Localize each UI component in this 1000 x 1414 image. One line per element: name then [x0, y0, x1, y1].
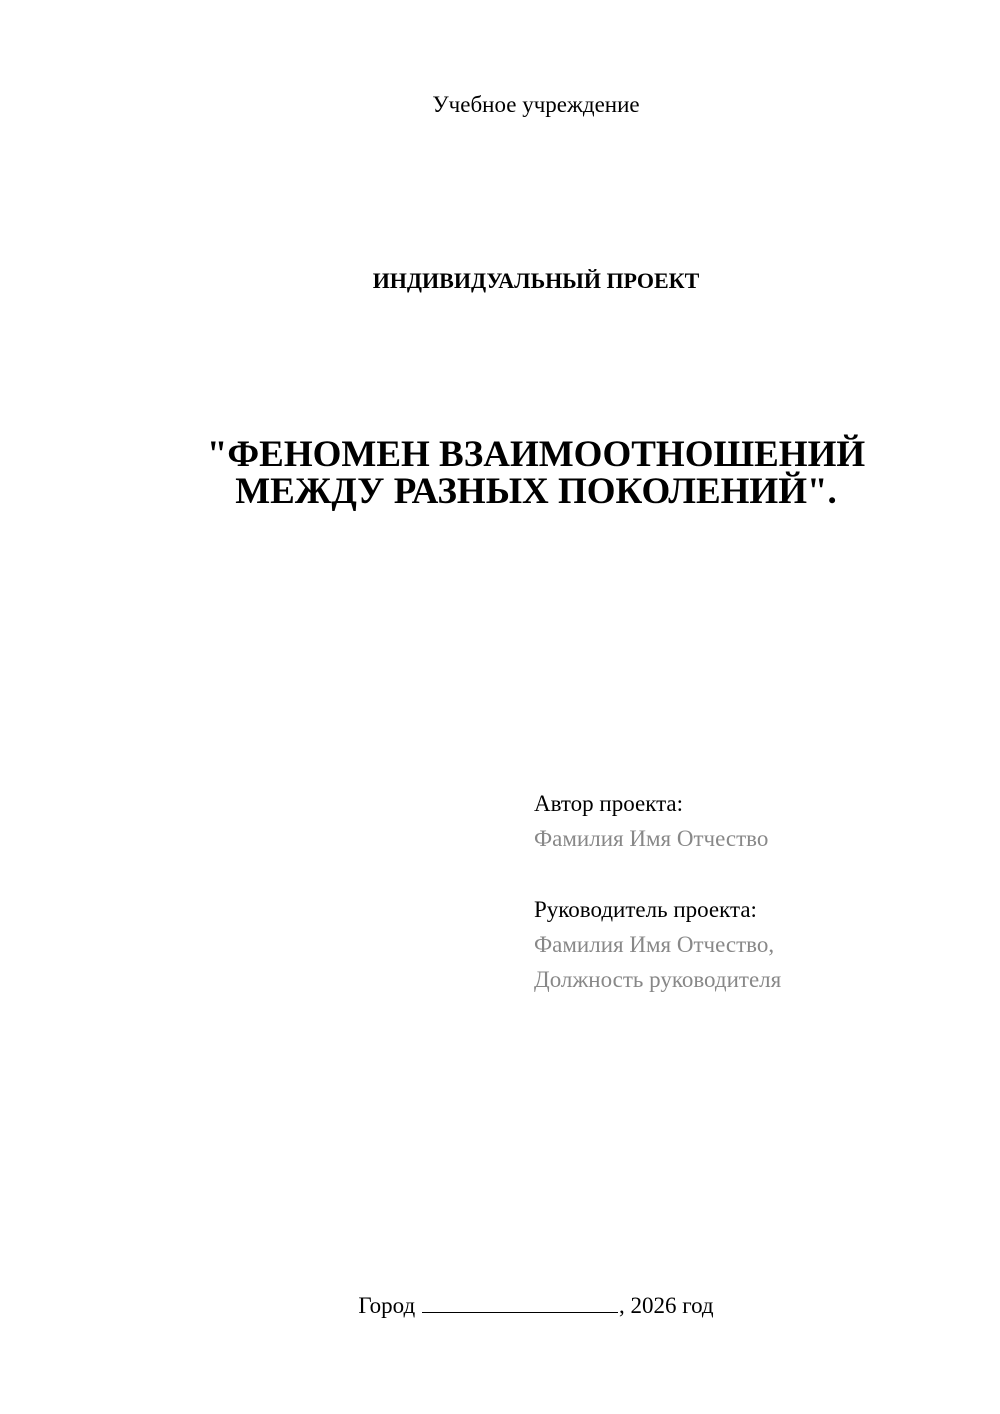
supervisor-label: Руководитель проекта: — [534, 897, 757, 922]
supervisor-block — [534, 892, 974, 997]
project-title-line-2: МЕЖДУ РАЗНЫХ ПОКОЛЕНИЙ". — [235, 471, 837, 512]
city-label: Город — [358, 1293, 416, 1318]
project-title — [136, 436, 936, 510]
document-type: ИНДИВИДУАЛЬНЫЙ ПРОЕКТ — [372, 268, 700, 293]
supervisor-name-placeholder: Фамилия Имя Отчество, — [534, 932, 775, 957]
project-title-line-1: "ФЕНОМЕН ВЗАИМООТНОШЕНИЙ — [206, 434, 866, 475]
author-label: Автор проекта: — [534, 791, 683, 816]
supervisor-position-placeholder: Должность руководителя — [534, 967, 782, 992]
author-name-placeholder: Фамилия Имя Отчество — [534, 826, 769, 851]
institution-name: Учебное учреждение — [432, 92, 640, 117]
author-block — [534, 786, 974, 856]
city-year-line — [236, 1290, 836, 1321]
city-blank-underline — [422, 1290, 618, 1313]
year-text: , 2026 год — [618, 1293, 714, 1318]
